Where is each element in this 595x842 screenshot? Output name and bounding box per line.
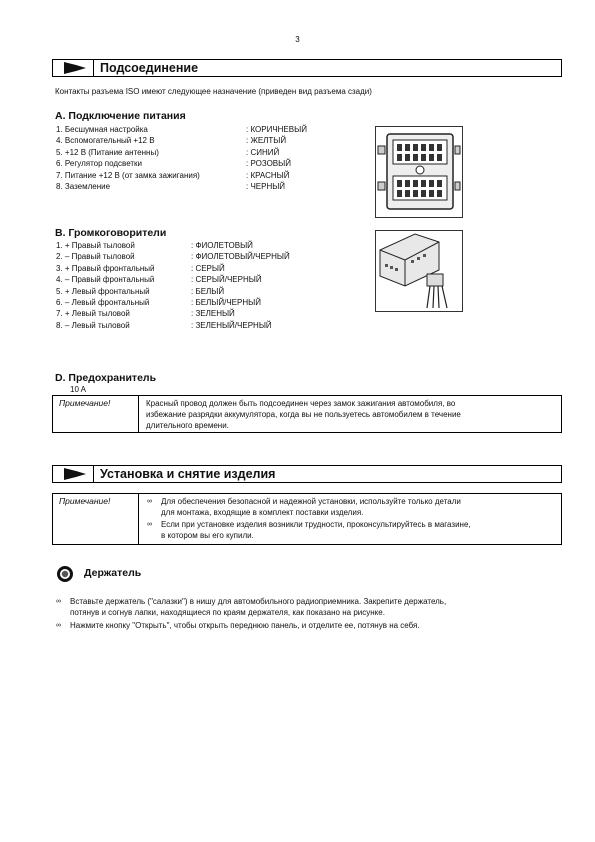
intro-text: Контакты разъема ISO имеют следующее назначение (приведен вид разъема сзади) bbox=[55, 87, 372, 96]
section-title: Подсоединение bbox=[100, 61, 199, 75]
note-label: Примечание! bbox=[59, 398, 111, 408]
iso-connector-icon bbox=[375, 126, 463, 218]
power-pin-label: 1. Бесшумная настройка bbox=[56, 125, 148, 134]
speaker-pin-label: 2. – Правый тыловой bbox=[56, 252, 135, 262]
holder-heading: Держатель bbox=[84, 567, 142, 579]
speaker-pin-color: : БЕЛЫЙ/ЧЕРНЫЙ bbox=[191, 298, 261, 307]
power-pin-color: : КОРИЧНЕВЫЙ bbox=[246, 125, 307, 134]
note-divider bbox=[138, 396, 139, 432]
power-pin-color: : КРАСНЫЙ bbox=[246, 170, 290, 180]
speaker-pin-color: : СЕРЫЙ bbox=[191, 263, 225, 273]
speaker-pin-label: 4. – Правый фронтальный bbox=[56, 275, 155, 285]
speaker-pin-label: 5. + Левый фронтальный bbox=[56, 286, 150, 296]
note-item-1-line-2: для монтажа, входящие в комплект поставки изделия. bbox=[161, 508, 364, 517]
speaker-pin-label: 1. + Правый тыловой bbox=[56, 241, 135, 250]
power-pin-color: : РОЗОВЫЙ bbox=[246, 159, 291, 169]
speaker-pin-label: 3. + Правый фронтальный bbox=[56, 263, 155, 273]
note-line-3: длительного времени. bbox=[146, 421, 229, 430]
fuse-heading: D. Предохранитель bbox=[55, 372, 157, 384]
speaker-pin-color: : СЕРЫЙ/ЧЕРНЫЙ bbox=[191, 275, 262, 285]
holder-item-1-line-1: Вставьте держатель ("салазки") в нишу для автомобильного радиоприемника. Закрепите держатель, bbox=[70, 597, 447, 606]
note-box-ignition bbox=[52, 395, 562, 433]
wiring-harness-diagram bbox=[375, 230, 463, 317]
speaker-pin-label: 6. – Левый фронтальный bbox=[56, 298, 150, 307]
power-pin-label: 5. +12 В (Питание антенны) bbox=[56, 147, 159, 157]
note-box-installation bbox=[52, 493, 562, 545]
power-pin-color: : ЧЕРНЫЙ bbox=[246, 182, 286, 191]
note-line-1: Красный провод должен быть подсоединен через замок зажигания автомобиля, во bbox=[146, 399, 456, 408]
note-item-1-line-1: Для обеспечения безопасной и надежной установки, используйте только детали bbox=[161, 497, 461, 506]
bullet-icon: ∞ bbox=[147, 521, 152, 528]
note-item-2-line-2: в котором вы его купили. bbox=[161, 531, 254, 540]
holder-icon bbox=[56, 565, 74, 588]
page-number: 3 bbox=[295, 35, 300, 44]
note-divider bbox=[138, 494, 139, 544]
section-header-connection bbox=[52, 59, 562, 77]
power-pin-label: 8. Заземление bbox=[56, 182, 111, 191]
bullet-icon: ∞ bbox=[56, 622, 61, 629]
holder-item-2-line-1: Нажмите кнопку "Открыть", чтобы открыть переднюю панель, и отделите ее, потянув на себя. bbox=[70, 621, 420, 630]
note-line-2: избежание разрядки аккумулятора, когда вы не пользуетесь автомобилем в течение bbox=[146, 410, 461, 419]
power-pin-color: : СИНИЙ bbox=[246, 147, 280, 157]
speaker-pin-color: : БЕЛЫЙ bbox=[191, 286, 225, 296]
speaker-pin-color: : ФИОЛЕТОВЫЙ/ЧЕРНЫЙ bbox=[191, 252, 290, 262]
speakers-heading: B. Громкоговорители bbox=[55, 227, 167, 239]
power-pin-label: 4. Вспомогательный +12 В bbox=[56, 136, 155, 146]
arrow-icon bbox=[53, 60, 94, 76]
power-pin-label: 7. Питание +12 В (от замка зажигания) bbox=[56, 170, 200, 180]
power-heading: A. Подключение питания bbox=[55, 110, 186, 122]
section-title: Установка и снятие изделия bbox=[100, 467, 276, 481]
speaker-pin-label: 7. + Левый тыловой bbox=[56, 309, 130, 319]
iso-connector-diagram bbox=[375, 126, 463, 223]
speaker-pin-color: : ФИОЛЕТОВЫЙ bbox=[191, 241, 253, 250]
arrow-icon bbox=[53, 466, 94, 482]
power-pin-label: 6. Регулятор подсветки bbox=[56, 159, 143, 169]
bullet-icon: ∞ bbox=[147, 498, 152, 505]
holder-item-1-line-2: потянув и согнув лапки, находящиеся по краям держателя, как показано на рисунке. bbox=[70, 608, 385, 617]
section-header-installation bbox=[52, 465, 562, 483]
speaker-pin-color: : ЗЕЛЕНЫЙ/ЧЕРНЫЙ bbox=[191, 320, 272, 330]
note-label: Примечание! bbox=[59, 496, 111, 506]
speaker-pin-label: 8. – Левый тыловой bbox=[56, 320, 130, 330]
speaker-pin-color: : ЗЕЛЕНЫЙ bbox=[191, 309, 235, 319]
wiring-harness-icon bbox=[375, 230, 463, 312]
power-pin-color: : ЖЕЛТЫЙ bbox=[246, 136, 287, 146]
fuse-value: 10 A bbox=[70, 385, 87, 394]
note-item-2-line-1: Если при установке изделия возникли трудности, проконсультируйтесь в магазине, bbox=[161, 520, 471, 529]
bullet-icon: ∞ bbox=[56, 598, 61, 605]
